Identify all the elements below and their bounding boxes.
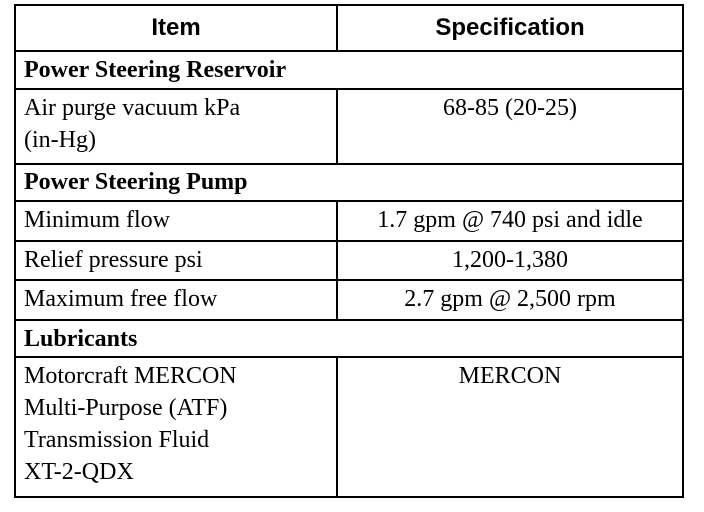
header-item: Item: [15, 5, 337, 51]
item-cell: Minimum flow: [15, 201, 337, 241]
section-title-lubricants: Lubricants: [15, 320, 683, 358]
value-cell: 2.7 gpm @ 2,500 rpm: [337, 280, 683, 320]
value-cell: 1.7 gpm @ 740 psi and idle: [337, 201, 683, 241]
section-row-lubricants: [15, 320, 683, 358]
header-specification: Specification: [337, 5, 683, 51]
specification-table: [14, 4, 684, 498]
item-cell: Air purge vacuum kPa (in-Hg): [15, 89, 337, 164]
table-row: [15, 241, 683, 281]
value-cell: 1,200-1,380: [337, 241, 683, 281]
value-cell: MERCON: [337, 357, 683, 497]
table-row: [15, 357, 683, 497]
section-title-pump: Power Steering Pump: [15, 164, 683, 202]
section-row-pump: [15, 164, 683, 202]
table-header-row: [15, 5, 683, 51]
item-cell: Relief pressure psi: [15, 241, 337, 281]
section-title-reservoir: Power Steering Reservoir: [15, 51, 683, 89]
item-cell: Motorcraft MERCON Multi-Purpose (ATF) Transmission Fluid XT-2-QDX: [15, 357, 337, 497]
section-row-reservoir: [15, 51, 683, 89]
value-cell: 68-85 (20-25): [337, 89, 683, 164]
table-row: [15, 201, 683, 241]
item-cell: Maximum free flow: [15, 280, 337, 320]
table-row: [15, 89, 683, 164]
table-row: [15, 280, 683, 320]
